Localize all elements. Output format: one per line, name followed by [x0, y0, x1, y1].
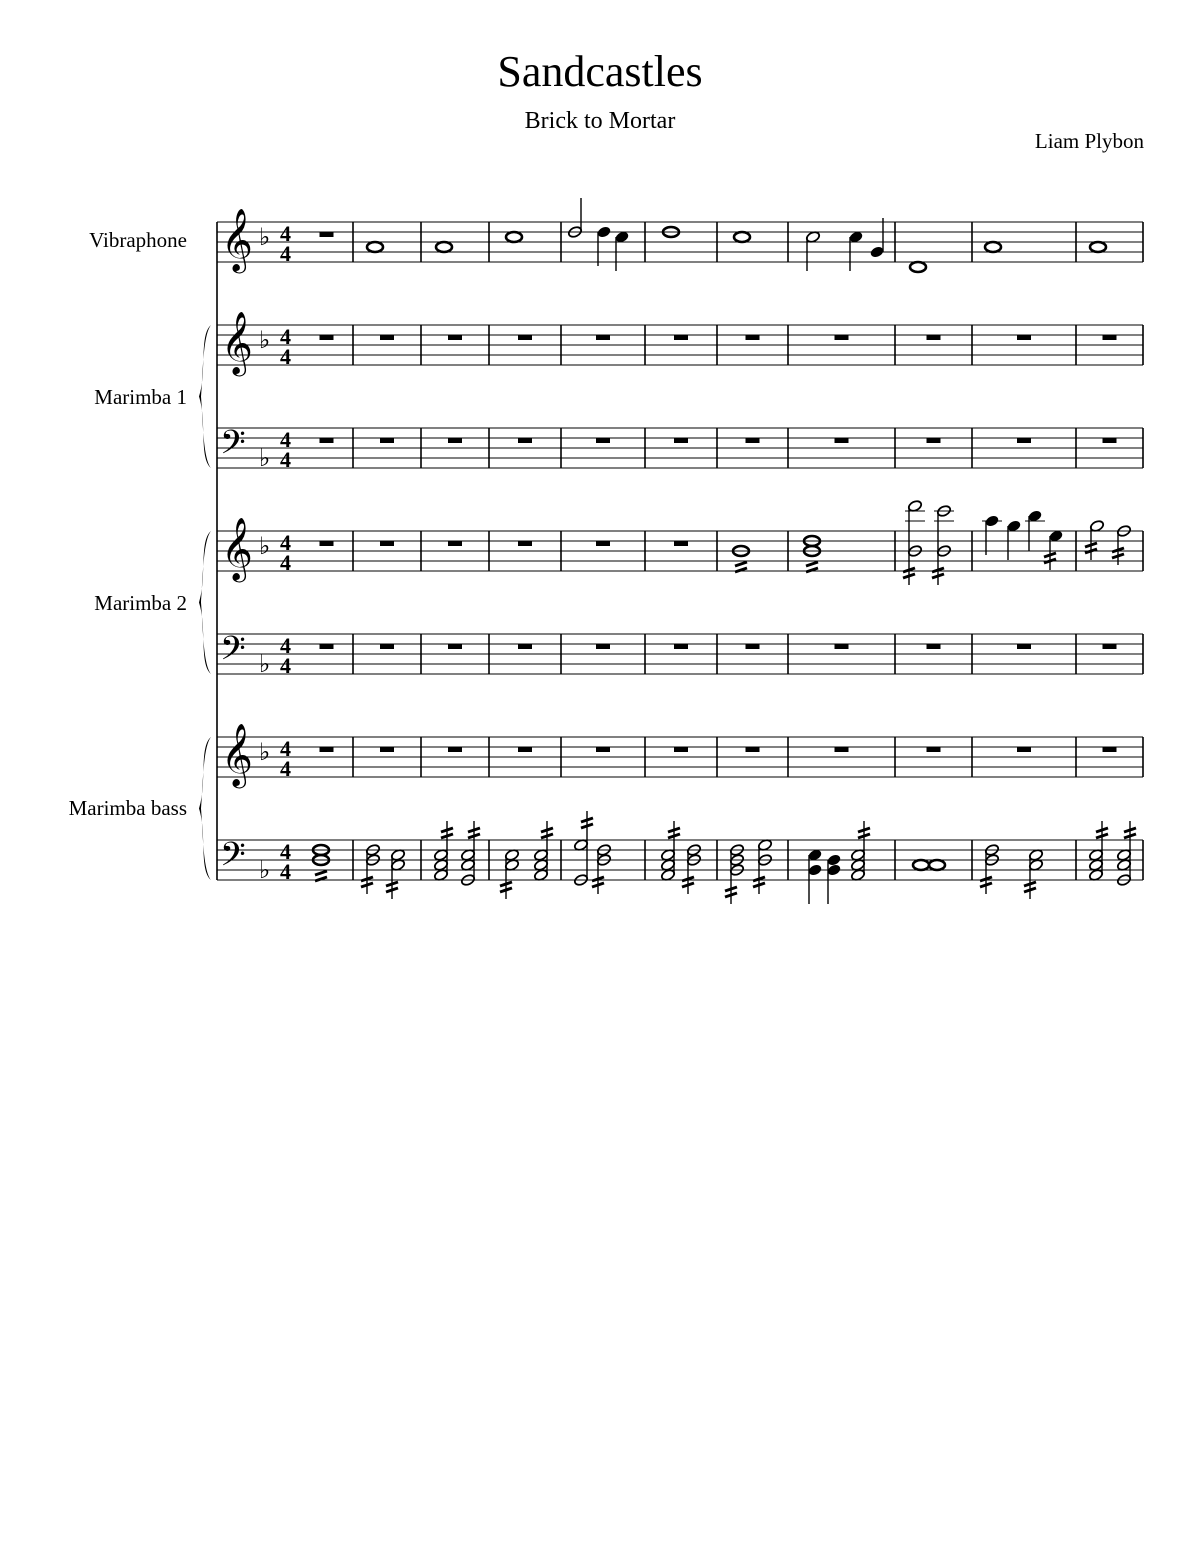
- instrument-marimba-2: [199, 499, 1143, 678]
- tremolo-slash-icon: [1124, 828, 1136, 832]
- time-signature-denominator: 4: [280, 550, 291, 575]
- whole-rest-icon: [320, 747, 334, 752]
- tremolo-slash-icon: [1112, 554, 1124, 558]
- tremolo-slash-icon: [441, 828, 453, 832]
- whole-rest-icon: [1103, 335, 1117, 340]
- whole-note-icon: [985, 242, 1001, 252]
- bass-clef-icon: 𝄢: [220, 630, 246, 676]
- time-signature-numerator: 4: [280, 221, 291, 246]
- tremolo-slash-icon: [1096, 834, 1108, 838]
- treble-clef-icon: 𝄞: [221, 517, 253, 580]
- tremolo-slash-icon: [1024, 888, 1036, 892]
- whole-note-icon: [506, 232, 522, 242]
- tremolo-slash-icon: [441, 834, 453, 838]
- treble-clef-icon: 𝄞: [221, 208, 253, 271]
- whole-rest-icon: [1017, 747, 1031, 752]
- whole-rest-icon: [835, 438, 849, 443]
- treble-clef-icon: 𝄞: [221, 723, 253, 786]
- bass-clef-icon: 𝄢: [220, 836, 246, 882]
- whole-rest-icon: [448, 747, 462, 752]
- whole-note-icon: [734, 232, 750, 242]
- bass-clef-icon: 𝄢: [220, 424, 246, 470]
- flat-icon: ♭: [259, 856, 271, 884]
- time-signature-numerator: 4: [280, 530, 291, 555]
- time-signature-numerator: 4: [280, 427, 291, 452]
- whole-rest-icon: [518, 747, 532, 752]
- whole-rest-icon: [927, 747, 941, 752]
- time-signature-numerator: 4: [280, 839, 291, 864]
- tremolo-slash-icon: [1024, 882, 1036, 886]
- time-signature-denominator: 4: [280, 859, 291, 884]
- instrument-label: Marimba 1: [94, 385, 187, 409]
- tremolo-slash-icon: [725, 887, 737, 891]
- instrument-marimba-1: [199, 311, 1143, 472]
- composer: Liam Plybon: [1034, 129, 1144, 153]
- whole-rest-icon: [674, 644, 688, 649]
- tremolo-slash-icon: [753, 883, 765, 887]
- tremolo-slash-icon: [806, 562, 818, 566]
- whole-rest-icon: [1017, 644, 1031, 649]
- flat-icon: ♭: [259, 532, 271, 560]
- whole-note-icon: [1090, 242, 1106, 252]
- whole-rest-icon: [320, 335, 334, 340]
- whole-rest-icon: [835, 335, 849, 340]
- whole-rest-icon: [448, 541, 462, 546]
- tremolo-slash-icon: [500, 888, 512, 892]
- whole-note-icon: [367, 242, 383, 252]
- whole-rest-icon: [320, 644, 334, 649]
- tremolo-slash-icon: [386, 888, 398, 892]
- whole-rest-icon: [674, 541, 688, 546]
- whole-rest-icon: [380, 747, 394, 752]
- tremolo-slash-icon: [541, 828, 553, 832]
- whole-rest-icon: [596, 747, 610, 752]
- tremolo-slash-icon: [668, 834, 680, 838]
- whole-rest-icon: [448, 335, 462, 340]
- whole-rest-icon: [746, 644, 760, 649]
- time-signature-denominator: 4: [280, 447, 291, 472]
- tremolo-slash-icon: [1044, 553, 1056, 557]
- whole-rest-icon: [380, 644, 394, 649]
- tremolo-slash-icon: [315, 871, 327, 875]
- tremolo-slash-icon: [1044, 559, 1056, 563]
- whole-rest-icon: [596, 335, 610, 340]
- tremolo-slash-icon: [1096, 828, 1108, 832]
- whole-rest-icon: [518, 644, 532, 649]
- whole-note-icon: [910, 262, 926, 272]
- whole-rest-icon: [596, 438, 610, 443]
- whole-rest-icon: [1103, 438, 1117, 443]
- tremolo-slash-icon: [386, 882, 398, 886]
- flat-icon: ♭: [259, 650, 271, 678]
- tremolo-slash-icon: [725, 893, 737, 897]
- time-signature-denominator: 4: [280, 756, 291, 781]
- whole-note-icon: [436, 242, 452, 252]
- whole-rest-icon: [448, 644, 462, 649]
- tremolo-slash-icon: [903, 574, 915, 578]
- flat-icon: ♭: [259, 444, 271, 472]
- instrument-vibraphone: [217, 198, 1143, 274]
- time-signature-numerator: 4: [280, 324, 291, 349]
- tremolo-slash-icon: [581, 818, 593, 822]
- whole-rest-icon: [674, 747, 688, 752]
- treble-clef-icon: 𝄞: [221, 311, 253, 374]
- whole-note-icon: [913, 860, 929, 870]
- tremolo-slash-icon: [468, 834, 480, 838]
- time-signature-denominator: 4: [280, 241, 291, 266]
- whole-note-icon: [929, 860, 945, 870]
- tremolo-slash-icon: [361, 883, 373, 887]
- whole-rest-icon: [927, 644, 941, 649]
- whole-rest-icon: [835, 644, 849, 649]
- instrument-label: Marimba bass: [68, 796, 187, 820]
- whole-rest-icon: [596, 541, 610, 546]
- tremolo-slash-icon: [980, 883, 992, 887]
- brace-icon: [199, 325, 211, 468]
- score-subtitle: Brick to Mortar: [524, 108, 676, 134]
- whole-rest-icon: [1103, 644, 1117, 649]
- tremolo-slash-icon: [1085, 543, 1097, 547]
- whole-rest-icon: [518, 438, 532, 443]
- whole-rest-icon: [927, 335, 941, 340]
- whole-rest-icon: [674, 335, 688, 340]
- flat-icon: ♭: [259, 326, 271, 354]
- whole-rest-icon: [1017, 335, 1031, 340]
- whole-rest-icon: [746, 335, 760, 340]
- whole-rest-icon: [448, 438, 462, 443]
- tremolo-slash-icon: [858, 828, 870, 832]
- instrument-marimba-bass: [199, 723, 1143, 904]
- tremolo-slash-icon: [668, 828, 680, 832]
- tremolo-slash-icon: [735, 562, 747, 566]
- time-signature-numerator: 4: [280, 736, 291, 761]
- tremolo-slash-icon: [1124, 834, 1136, 838]
- whole-rest-icon: [380, 541, 394, 546]
- whole-rest-icon: [380, 335, 394, 340]
- brace-icon: [199, 531, 211, 674]
- tremolo-slash-icon: [541, 834, 553, 838]
- whole-rest-icon: [320, 232, 334, 237]
- whole-rest-icon: [746, 438, 760, 443]
- whole-rest-icon: [1103, 747, 1117, 752]
- whole-rest-icon: [320, 541, 334, 546]
- flat-icon: ♭: [259, 738, 271, 766]
- whole-rest-icon: [1017, 438, 1031, 443]
- tremolo-slash-icon: [932, 574, 944, 578]
- whole-rest-icon: [320, 438, 334, 443]
- instrument-label: Vibraphone: [89, 228, 187, 252]
- whole-rest-icon: [596, 644, 610, 649]
- whole-rest-icon: [674, 438, 688, 443]
- time-signature-denominator: 4: [280, 653, 291, 678]
- tremolo-slash-icon: [468, 828, 480, 832]
- whole-rest-icon: [927, 438, 941, 443]
- tremolo-slash-icon: [682, 883, 694, 887]
- time-signature-denominator: 4: [280, 344, 291, 369]
- whole-rest-icon: [518, 541, 532, 546]
- tremolo-slash-icon: [581, 824, 593, 828]
- flat-icon: ♭: [259, 223, 271, 251]
- score-title: Sandcastles: [497, 47, 703, 96]
- whole-rest-icon: [746, 747, 760, 752]
- tremolo-slash-icon: [592, 883, 604, 887]
- instrument-label: Marimba 2: [94, 591, 187, 615]
- brace-icon: [199, 737, 211, 880]
- tremolo-slash-icon: [1085, 549, 1097, 553]
- time-signature-numerator: 4: [280, 633, 291, 658]
- whole-rest-icon: [835, 747, 849, 752]
- tremolo-slash-icon: [500, 882, 512, 886]
- whole-rest-icon: [518, 335, 532, 340]
- whole-rest-icon: [380, 438, 394, 443]
- tremolo-slash-icon: [858, 834, 870, 838]
